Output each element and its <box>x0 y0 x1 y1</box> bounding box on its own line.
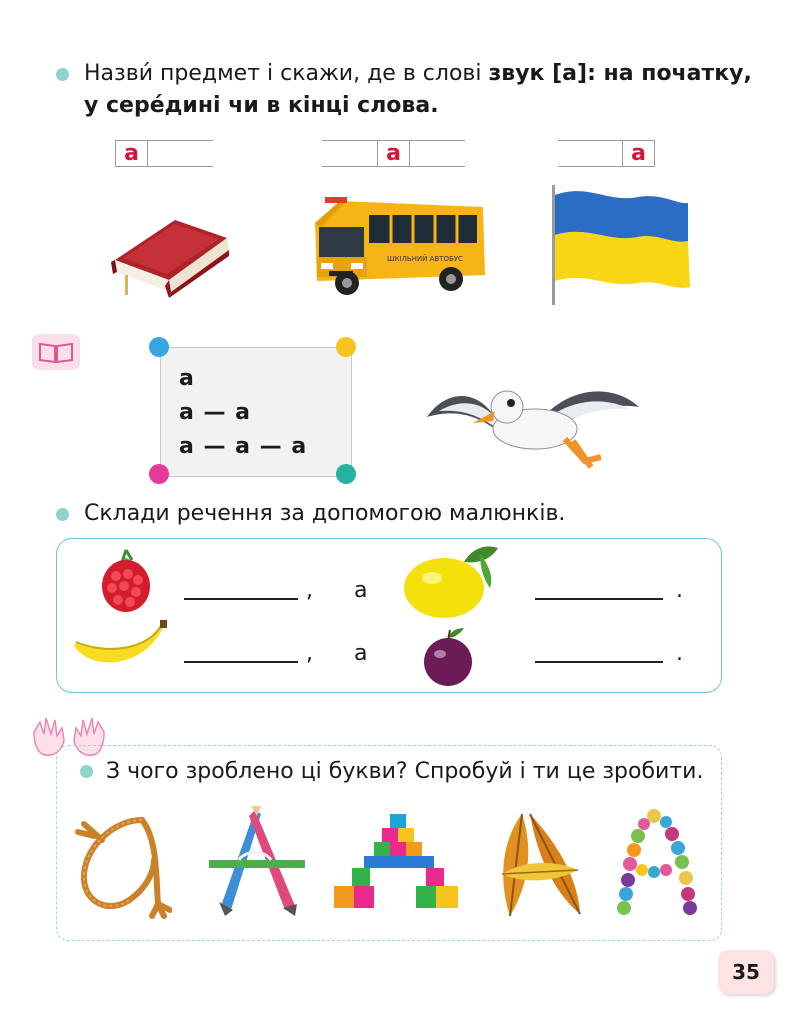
scheme-empty-cell <box>410 140 465 167</box>
scheme-end <box>558 140 655 167</box>
pencils-letter-picture <box>205 806 310 918</box>
blank-4[interactable] <box>535 661 663 663</box>
blank-1[interactable] <box>184 598 298 600</box>
scheme-start <box>115 140 213 167</box>
reading-line-3: а — а — а <box>179 434 308 459</box>
ukraine-flag-picture <box>548 183 693 308</box>
pin-teal <box>336 464 356 484</box>
period-1: . <box>676 578 683 603</box>
seagull-picture <box>425 377 640 472</box>
bullet-task2 <box>56 508 69 521</box>
task1-line1: Назви́ предмет і скажи, де в слові звук [а]: на початку, <box>84 61 752 86</box>
reading-card <box>160 347 352 477</box>
scheme-letter-a: а <box>115 140 148 167</box>
blank-3[interactable] <box>184 661 298 663</box>
task1-line2: у сере́дині чи в кінці слова. <box>84 93 439 118</box>
reading-line-2: а — а <box>179 400 252 425</box>
lemon-picture <box>402 540 507 620</box>
book-picture <box>105 200 235 300</box>
leaves-letter-picture <box>494 810 586 920</box>
beads-letter-picture <box>610 806 706 920</box>
book-icon <box>32 334 80 370</box>
bullet-task1 <box>56 68 69 81</box>
pin-blue <box>149 337 169 357</box>
bus-sign: ШКІЛЬНИЙ АВТОБУС <box>387 255 463 263</box>
period-2: . <box>676 641 683 666</box>
blank-2[interactable] <box>535 598 663 600</box>
school-bus-picture <box>305 193 490 303</box>
scheme-letter-a: а <box>622 140 655 167</box>
task2-text: Склади речення за допомогою малюнків. <box>84 501 566 526</box>
task3-text: З чого зроблено ці букви? Спробуй і ти це зробити. <box>106 759 704 784</box>
page-number: 35 <box>718 950 774 994</box>
scheme-middle <box>322 140 465 167</box>
scheme-empty-cell <box>322 140 377 167</box>
pin-magenta <box>149 464 169 484</box>
reading-line-1: а <box>179 366 195 391</box>
pin-yellow <box>336 337 356 357</box>
raspberry-picture <box>98 546 154 614</box>
scheme-letter-a: а <box>377 140 410 167</box>
comma-2: , <box>306 641 313 666</box>
scheme-empty-cell <box>558 140 622 167</box>
scheme-empty-cell <box>148 140 213 167</box>
plum-picture <box>420 624 480 688</box>
blocks-letter-picture <box>330 810 462 914</box>
comma-1: , <box>306 578 313 603</box>
conj-a-2: а <box>354 641 368 666</box>
bullet-task3 <box>80 765 93 778</box>
conj-a-1: а <box>354 578 368 603</box>
rope-letter-picture <box>72 810 172 922</box>
banana-picture <box>70 620 170 678</box>
